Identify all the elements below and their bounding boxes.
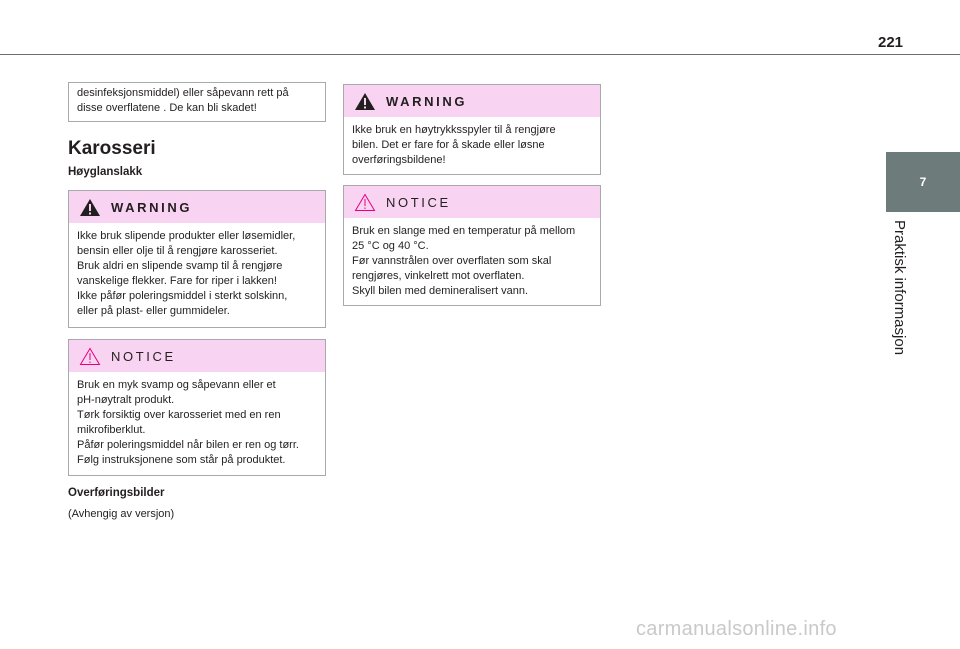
warning-body-2	[344, 117, 600, 174]
notice-line: 25 °C og 40 °C.	[352, 240, 429, 252]
intro-line: disse overflatene . De kan bli skadet!	[77, 102, 257, 114]
warning-header	[69, 191, 325, 223]
notice-line: Påfør poleringsmiddel når bilen er ren og tørr.	[77, 439, 299, 451]
notice-line: Bruk en myk svamp og såpevann eller et	[77, 379, 276, 391]
chapter-number: 7	[919, 175, 927, 189]
notice-line: mikrofiberklut.	[77, 424, 146, 436]
chapter-title	[877, 220, 917, 380]
notice-icon	[79, 347, 101, 366]
notice-box-2	[343, 185, 601, 306]
warning-line: eller på plast- eller gummideler.	[77, 305, 230, 317]
subheading-high-gloss: Høyglanslakk	[68, 166, 143, 178]
notice-title-2: NOTICE	[386, 194, 451, 210]
warning-title: WARNING	[111, 199, 193, 215]
section-heading: Karosseri	[68, 138, 156, 159]
warning-line: Ikke bruk en høytrykksspyler til å rengjøre	[352, 124, 556, 136]
warning-line: overføringsbildene!	[352, 154, 446, 166]
notice-header	[69, 340, 325, 372]
intro-line: desinfeksjonsmiddel) eller såpevann rett på	[77, 87, 289, 99]
watermark: carmanualsonline.info	[636, 618, 837, 640]
warning-box-2	[343, 84, 601, 175]
notice-line: Tørk forsiktig over karosseriet med en ren	[77, 409, 281, 421]
warning-box	[68, 190, 326, 328]
page-number: 221	[878, 34, 904, 51]
warning-line: Ikke bruk slipende produkter eller løsemidler,	[77, 230, 296, 242]
notice-line: Før vannstrålen over overflaten som skal	[352, 255, 552, 267]
notice-line: pH-nøytralt produkt.	[77, 394, 175, 406]
notice-body	[69, 372, 325, 474]
chapter-title-text: Praktisk informasjon	[891, 220, 908, 356]
header-divider	[0, 54, 960, 55]
warning-header-2	[344, 85, 600, 117]
version-note: (Avhengig av versjon)	[68, 508, 175, 520]
notice-line: Følg instruksjonene som står på produktet.	[77, 454, 286, 466]
warning-line: bilen. Det er fare for å skade eller løsne	[352, 139, 545, 151]
notice-body-2	[344, 218, 600, 305]
warning-title-2: WARNING	[386, 93, 468, 109]
warning-line: Ikke påfør poleringsmiddel i sterkt solskinn,	[77, 290, 288, 302]
chapter-tab[interactable]	[886, 152, 960, 212]
notice-line: Bruk en slange med en temperatur på mellom	[352, 225, 576, 237]
warning-icon	[354, 92, 376, 111]
subheading-transfers: Overføringsbilder	[68, 487, 165, 499]
warning-line: Bruk aldri en slipende svamp til å rengjøre	[77, 260, 283, 272]
warning-icon	[79, 198, 101, 217]
notice-header-2	[344, 186, 600, 218]
warning-line: bensin eller olje til å rengjøre karosseriet.	[77, 245, 278, 257]
notice-line: Skyll bilen med demineralisert vann.	[352, 285, 529, 297]
notice-icon	[354, 193, 376, 212]
intro-box	[68, 82, 326, 122]
warning-body	[69, 223, 325, 325]
notice-box	[68, 339, 326, 476]
notice-line: rengjøres, vinkelrett mot overflaten.	[352, 270, 525, 282]
notice-title: NOTICE	[111, 348, 176, 364]
warning-line: vanskelige flekker. Fare for riper i lakken!	[77, 275, 277, 287]
